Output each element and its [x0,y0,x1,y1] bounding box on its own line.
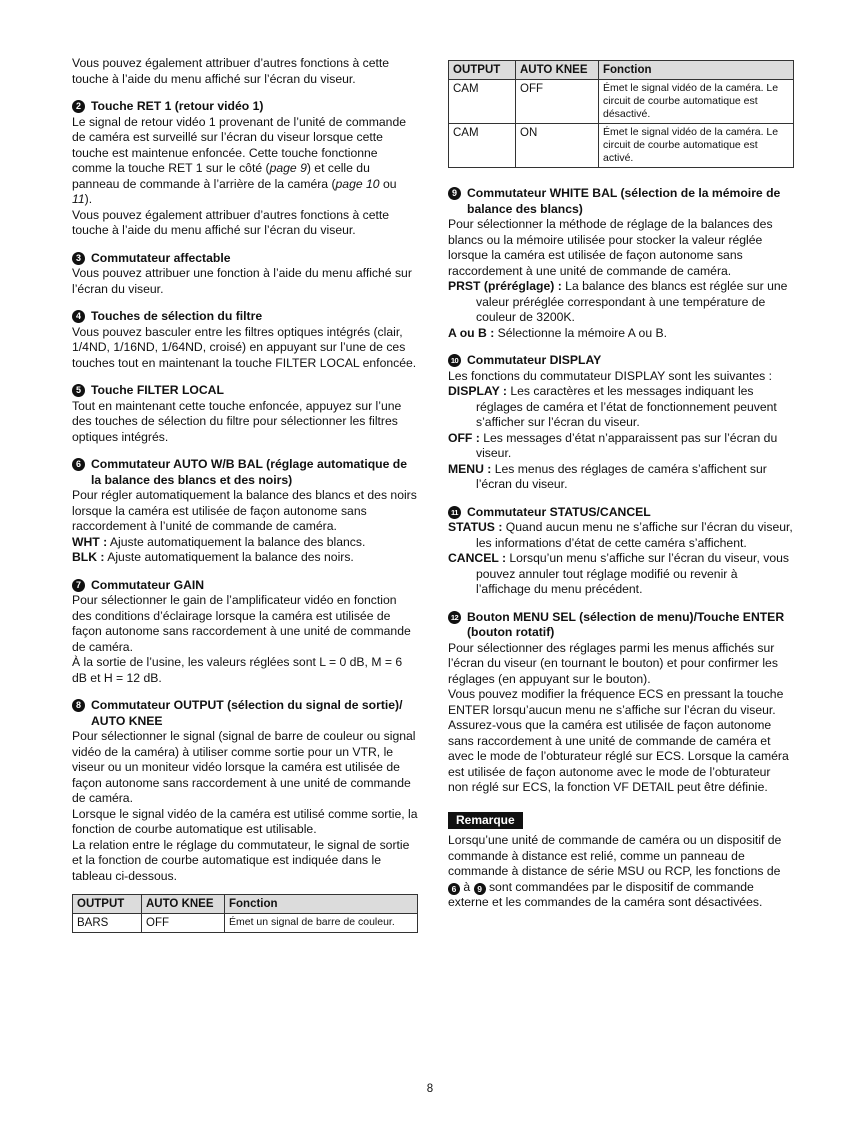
column-header: AUTO KNEE [516,61,599,80]
section-body: Vous pouvez modifier la fréquence ECS en pressant la touche ENTER lorsqu’aucun menu ne s’affiche sur l’écran du viseur. Assurez-vous que la caméra est utilisée de façon autonome sans raccordement à une unité de commande de caméra et avec le mode de l’obturateur réglé sur ECS. Lorsque la caméra est utilisée de façon autonome avec le mode de l’obturateur non réglé sur ECS, la fonction VF DETAIL peut être définie. [448,687,789,794]
section-status-cancel [448,505,794,598]
section-display [448,353,794,493]
section-body: À la sortie de l’usine, les valeurs réglées sont L = 0 dB, M = 6 dB et H = 12 dB. [72,655,403,685]
section-body: Vous pouvez basculer entre les filtres optiques intégrés (clair, 1/4ND, 1/16ND, 1/64ND, croisé) en appuyant sur l’une de ces touches tout en maintenant la touche FILTER LOCAL enfoncée. [72,324,417,370]
remarque-text: Lorsqu’une unité de commande de caméra ou un dispositif de commande à distance est relié, comme un panneau de commande à distance de série MSU ou RCP, les fonctions de 6 à 9 sont commandées par le dispositif de commande externe et les commandes de la caméra sont désactivées. [448,833,782,909]
section-body: Pour sélectionner la méthode de réglage de la balances des blancs ou la mémoire utilisée pour stocker la valeur réglée lorsque la caméra est utilisée de façon autonome sans raccordement à une unité de commande de caméra. [448,217,773,278]
section-body: La relation entre le réglage du commutateur, le signal de sortie et la fonction de courbe automatique est indiquée dans le tableau ci-dessous. [72,837,410,883]
column-header: OUTPUT [73,895,142,914]
term-item: CANCEL : Lorsqu’un menu s’affiche sur l’écran du viseur, vous pouvez annuler tout réglage modifié ou revenir à l’affichage du menu précédent. [448,551,789,596]
output-table-continued [448,60,794,168]
section-heading: 12 Bouton MENU SEL (sélection de menu)/Touche ENTER (bouton rotatif) [448,610,794,641]
page-reference: 11 [72,192,85,206]
table-header-row [73,895,418,914]
section-output-auto-knee [72,698,418,884]
table-row [449,124,794,168]
section-body: Pour sélectionner le signal (signal de barre de couleur ou signal vidéo de la caméra) à utiliser comme sortie pour un VTR, le viseur ou un moniteur vidéo lorsque la caméra est utilisée de façon autonome sans raccordement à une unité de commande de caméra. [72,729,416,805]
number-badge-icon: 6 [72,458,85,471]
section-heading: 10 Commutateur DISPLAY [448,353,794,369]
section-body: Pour sélectionner le gain de l’amplificateur vidéo en fonction des conditions d’éclairage lorsque la caméra est utilisée de façon autonome sans raccordement à une unité de commande de caméra. [72,593,411,654]
section-body: Pour régler automatiquement la balance des blancs et des noirs lorsque la caméra est utilisée de façon autonome sans raccordement à l’unité de commande de caméra. [72,488,417,533]
number-badge-icon: 3 [72,252,85,265]
table-cell: ON [516,124,599,168]
section-filter-local [72,383,418,445]
section-heading: 3 Commutateur affectable [72,251,418,267]
intro-paragraph: Vous pouvez également attribuer d’autres fonctions à cette touche à l’aide du menu affiché sur l’écran du viseur. [72,56,390,86]
table-cell: OFF [516,80,599,124]
number-badge-icon: 10 [448,354,461,367]
section-body: Pour sélectionner des réglages parmi les menus affichés sur l’écran du viseur (en tournant le bouton) et pour confirmer les réglages (en appuyant sur le bouton). [448,640,778,686]
column-header: AUTO KNEE [142,895,225,914]
table-cell: Émet le signal vidéo de la caméra. Le circuit de courbe automatique est désactivé. [599,80,794,124]
table-row [73,914,418,933]
page-reference: page 9 [269,161,307,175]
number-badge-icon: 12 [448,611,461,624]
column-header: Fonction [599,61,794,80]
section-ret1 [72,99,418,239]
section-menu-sel [448,610,794,796]
number-badge-icon: 9 [448,187,461,200]
remarque-note [448,812,794,911]
section-auto-wb-bal [72,457,418,566]
section-heading: 8 Commutateur OUTPUT (sélection du signal de sortie)/ AUTO KNEE [72,698,418,729]
number-badge-icon: 7 [72,579,85,592]
section-heading: 5 Touche FILTER LOCAL [72,383,418,399]
term-item: DISPLAY : Les caractères et les messages indiquant les réglages de caméra et l’état de fonctionnement peuvent s’afficher sur l’écran du viseur. [448,384,777,429]
section-heading: 6 Commutateur AUTO W/B BAL (réglage automatique de la balance des blancs et des noirs) [72,457,418,488]
output-table [72,894,418,933]
term-item: BLK : Ajuste automatiquement la balance des noirs. [72,550,354,564]
table-cell: CAM [449,124,516,168]
number-badge-icon: 2 [72,100,85,113]
term-item: PRST (préréglage) : La balance des blancs est réglée sur une valeur préréglée correspondant à une température de couleur de 3200K. [448,279,788,324]
section-filter-select [72,309,418,371]
section-heading: 4 Touches de sélection du filtre [72,309,418,325]
term-item: STATUS : Quand aucun menu ne s’affiche sur l’écran du viseur, les informations d’état de cette caméra s’affichent. [448,520,793,550]
term-item: OFF : Les messages d’état n’apparaissent pas sur l’écran du viseur. [448,430,778,460]
section-heading: 2 Touche RET 1 (retour vidéo 1) [72,99,418,115]
number-badge-icon: 5 [72,384,85,397]
number-badge-icon: 6 [448,883,460,895]
term-item: WHT : Ajuste automatiquement la balance des blancs. [72,534,366,549]
table-cell: BARS [73,914,142,933]
remarque-label: Remarque [448,812,523,830]
table-header-row [449,61,794,80]
number-badge-icon: 9 [474,883,486,895]
number-badge-icon: 11 [448,506,461,519]
term-item: MENU : Les menus des réglages de caméra s’affichent sur l’écran du viseur. [448,461,767,491]
right-column [448,60,794,911]
section-body: Les fonctions du commutateur DISPLAY sont les suivantes : [448,368,773,383]
column-header: OUTPUT [449,61,516,80]
number-badge-icon: 8 [72,699,85,712]
section-assignable-switch [72,251,418,298]
left-column [72,56,418,933]
table-cell: Émet un signal de barre de couleur. [225,914,418,933]
section-body: Vous pouvez attribuer une fonction à l’aide du menu affiché sur l’écran du viseur. [72,266,412,296]
number-badge-icon: 4 [72,310,85,323]
page-reference: page 10 [335,176,380,191]
page-number: 8 [426,1083,434,1095]
section-heading: 9 Commutateur WHITE BAL (sélection de la mémoire de balance des blancs) [448,186,794,217]
table-cell: CAM [449,80,516,124]
section-heading: 11 Commutateur STATUS/CANCEL [448,505,794,521]
section-body: Vous pouvez également attribuer d’autres fonctions à cette touche à l’aide du menu affiché sur l’écran du viseur. [72,207,390,237]
section-body: Tout en maintenant cette touche enfoncée, appuyez sur l’une des touches de sélection du filtre pour sélectionner les filtres optiques intégrés. [72,398,402,444]
term-item: A ou B : Sélectionne la mémoire A ou B. [448,325,668,340]
section-body: Lorsque le signal vidéo de la caméra est utilisé comme sortie, la fonction de courbe automatique est utilisable. [72,806,418,836]
table-cell: Émet le signal vidéo de la caméra. Le circuit de courbe automatique est activé. [599,124,794,168]
table-row [449,80,794,124]
section-heading: 7 Commutateur GAIN [72,578,418,594]
column-header: Fonction [225,895,418,914]
section-white-bal [448,186,794,341]
section-body: Le signal de retour vidéo 1 provenant de l’unité de commande de caméra est surveillé sur l’écran du viseur lorsque cette touche est maintenue enfoncée. Cette touche fonctionne comme la touche RET 1 sur le côté (page 9) et celle du panneau de commande à l’arrière de la caméra (page 10 ou 11). [72,114,407,206]
table-cell: OFF [142,914,225,933]
section-gain [72,578,418,687]
